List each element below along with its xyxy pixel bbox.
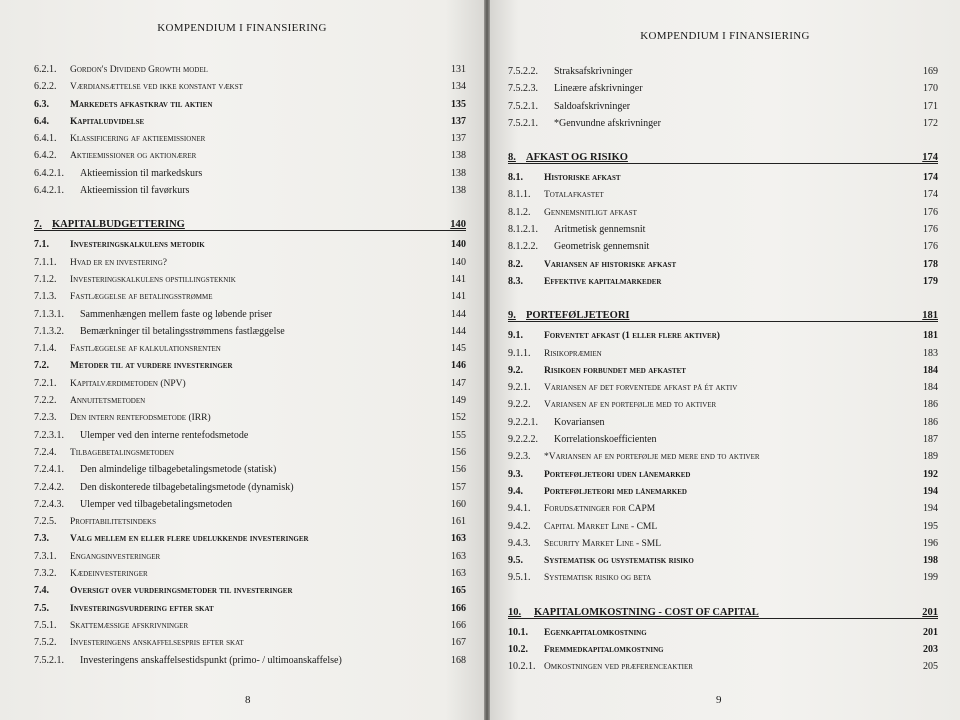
toc-entry-page: 176 xyxy=(923,241,938,253)
toc-entry-title: Engangsinvesteringer xyxy=(70,551,161,562)
toc-entry-page: 134 xyxy=(451,81,466,93)
toc-entry-number: 9.5. xyxy=(508,555,523,567)
toc-entry-title: KAPITALBUDGETTERING xyxy=(52,219,185,231)
toc-entry-title: Gordon's Dividend Growth model xyxy=(70,65,208,75)
toc-entry-title: *Genvundne afskrivninger xyxy=(554,117,661,129)
toc-entry-number: 7.2.4.3. xyxy=(34,498,64,510)
toc-entry-page: 181 xyxy=(923,330,938,342)
toc-entry xyxy=(508,627,938,644)
toc-entry-title: Forventet afkast (1 eller flere aktiver) xyxy=(544,331,720,342)
toc-entry-number: 10.2. xyxy=(508,644,528,656)
toc-entry-title: Profitabilitetsindeks xyxy=(70,517,156,528)
toc-entry-page: 199 xyxy=(923,572,938,584)
toc-entry xyxy=(508,486,938,503)
toc-entry-page: 138 xyxy=(451,167,466,179)
toc-entry-page: 201 xyxy=(922,606,938,618)
toc-entry-page: 171 xyxy=(923,100,938,112)
toc-entry-page: 176 xyxy=(923,206,938,218)
toc-entry-title: Risikoen forbundet med afkastet xyxy=(544,365,686,376)
toc-entry-page: 198 xyxy=(923,555,938,567)
toc-entry-number: 7.2.5. xyxy=(34,516,57,528)
toc-entry-title: Ulemper ved den interne rentefodsmetode xyxy=(80,429,249,441)
toc-entry-number: 6.3. xyxy=(34,98,49,110)
toc-entry-page: 184 xyxy=(923,382,938,394)
toc-entry-title: Fremmedkapitalomkostning xyxy=(544,645,664,656)
toc-entry-page: 178 xyxy=(923,258,938,270)
toc-entry-number: 8.1.2.2. xyxy=(508,241,538,253)
toc-entry xyxy=(508,469,938,486)
toc-entry-title: Aktieemission til markedskurs xyxy=(80,167,203,179)
toc-entry-page: 146 xyxy=(451,360,466,372)
toc-entry-page: 186 xyxy=(923,399,938,411)
toc-entry-number: 7.5.2.1. xyxy=(34,654,64,666)
toc-entry-number: 9.3. xyxy=(508,468,523,480)
toc-entry-page: 137 xyxy=(451,115,466,127)
toc-entry-number: 7. xyxy=(34,219,42,231)
toc-entry xyxy=(34,239,466,256)
toc-entry xyxy=(508,399,938,416)
toc-entry-number: 7.1.3.1. xyxy=(34,308,64,320)
toc-entry-number: 7.2.1. xyxy=(34,377,57,389)
toc-entry xyxy=(34,603,466,620)
toc-entry xyxy=(34,343,466,360)
toc-entry-page: 149 xyxy=(451,395,466,407)
toc-entry-page: 174 xyxy=(923,189,938,201)
toc-entry xyxy=(508,83,938,100)
toc-entry xyxy=(34,257,466,274)
toc-entry-page: 194 xyxy=(923,503,938,515)
toc-entry-number: 7.2.4.2. xyxy=(34,481,64,493)
toc-entry-title: Annuitetsmetoden xyxy=(70,396,146,407)
toc-entry xyxy=(34,464,466,481)
toc-entry-page: 160 xyxy=(451,498,466,510)
toc-entry-page: 165 xyxy=(451,585,466,597)
toc-entry-page: 137 xyxy=(451,133,466,145)
toc-entry-number: 7.1.3. xyxy=(34,291,57,303)
toc-entry-page: 181 xyxy=(922,310,938,322)
toc-entry-title: Værdiansættelse ved ikke konstant vækst xyxy=(70,82,243,93)
toc-entry xyxy=(34,551,466,568)
toc-entry-number: 7.5.2.1. xyxy=(508,117,538,129)
toc-entry-title: Effektive kapitalmarkeder xyxy=(544,276,662,287)
toc-list xyxy=(34,64,466,672)
toc-entry-title: Fastlæggelse af betalingsstrømme xyxy=(70,292,213,303)
toc-entry-title: Korrelationskoefficienten xyxy=(554,434,657,446)
toc-entry xyxy=(34,568,466,585)
toc-entry-number: 7.5.2. xyxy=(34,637,57,649)
toc-entry-number: 6.2.1. xyxy=(34,64,57,75)
toc-entry-number: 9.4.2. xyxy=(508,520,531,532)
toc-entry-title: Klassificering af aktieemissioner xyxy=(70,134,206,145)
toc-entry-number: 6.4.1. xyxy=(34,133,57,145)
toc-entry-page: 201 xyxy=(923,626,938,638)
toc-entry-number: 9.4. xyxy=(508,485,523,497)
toc-entry xyxy=(34,430,466,447)
toc-entry-number: 9.4.3. xyxy=(508,537,531,549)
toc-chapter xyxy=(508,297,938,322)
toc-entry xyxy=(508,330,938,347)
toc-entry-page: 167 xyxy=(451,637,466,649)
page-number: 9 xyxy=(716,694,722,706)
toc-entry-title: Variansen af det forventede afkast på ét aktiv xyxy=(544,383,738,394)
toc-entry-title: Straksafskrivninger xyxy=(554,66,633,77)
toc-entry xyxy=(34,116,466,133)
toc-entry-number: 7.1.3.2. xyxy=(34,325,64,337)
toc-entry xyxy=(508,348,938,365)
toc-entry-page: 179 xyxy=(923,275,938,287)
toc-entry-title: Den intern rentefodsmetode (IRR) xyxy=(70,413,211,424)
toc-entry-page: 141 xyxy=(451,291,466,303)
toc-entry xyxy=(34,291,466,308)
toc-entry xyxy=(508,207,938,224)
toc-list xyxy=(508,66,938,679)
toc-entry-title: Porteføljeteori uden lånemarked xyxy=(544,469,691,480)
toc-entry xyxy=(508,276,938,293)
toc-entry-title: Sammenhængen mellem faste og løbende priser xyxy=(80,308,272,320)
toc-entry xyxy=(508,572,938,589)
toc-entry-title: Geometrisk gennemsnit xyxy=(554,241,650,253)
toc-entry-title: Investeringens anskaffelsespris efter skat xyxy=(70,638,244,649)
toc-entry-number: 9.1. xyxy=(508,330,523,342)
toc-entry xyxy=(34,655,466,672)
toc-entry-title: Security Market Line - SML xyxy=(544,538,662,549)
toc-entry-number: 9.4.1. xyxy=(508,503,531,515)
toc-entry-title: Egenkapitalomkostning xyxy=(544,627,647,638)
toc-entry-number: 9.1.1. xyxy=(508,347,531,359)
toc-entry xyxy=(34,326,466,343)
toc-entry xyxy=(508,259,938,276)
toc-entry xyxy=(34,81,466,98)
toc-entry-page: 169 xyxy=(923,66,938,77)
toc-entry-number: 8. xyxy=(508,152,516,164)
toc-entry xyxy=(34,516,466,533)
toc-entry-number: 9.2. xyxy=(508,364,523,376)
toc-entry-page: 138 xyxy=(451,150,466,162)
toc-entry xyxy=(508,417,938,434)
toc-entry-page: 140 xyxy=(450,219,466,231)
toc-entry xyxy=(34,447,466,464)
toc-entry-number: 8.1.2.1. xyxy=(508,224,538,236)
toc-entry-title: Investeringskalkulens metodik xyxy=(70,240,205,251)
toc-entry-number: 7.5.1. xyxy=(34,619,57,631)
toc-entry-page: 194 xyxy=(923,485,938,497)
toc-entry-page: 187 xyxy=(923,434,938,446)
toc-entry xyxy=(508,538,938,555)
toc-entry-number: 6.4.2.1. xyxy=(34,185,64,197)
toc-entry-page: 156 xyxy=(451,464,466,476)
toc-entry-title: Saldoafskrivninger xyxy=(554,100,631,112)
toc-entry xyxy=(34,274,466,291)
toc-entry xyxy=(508,503,938,520)
toc-entry xyxy=(34,64,466,81)
toc-entry-title: Systematisk risiko og beta xyxy=(544,573,652,584)
toc-entry-title: *Variansen af en portefølje med mere end to aktiver xyxy=(544,452,760,463)
toc-entry-title: Hvad er en investering? xyxy=(70,257,168,268)
toc-entry-page: 152 xyxy=(451,412,466,424)
toc-entry-page: 183 xyxy=(923,347,938,359)
toc-entry-page: 174 xyxy=(922,152,938,164)
toc-entry xyxy=(508,434,938,451)
toc-entry-title: Lineære afskrivninger xyxy=(554,83,643,95)
toc-entry-number: 7.5.2.3. xyxy=(508,83,538,95)
toc-entry-title: Risikopræmien xyxy=(544,348,602,359)
toc-entry-number: 7.1.2. xyxy=(34,273,57,285)
toc-entry-page: 205 xyxy=(923,661,938,673)
toc-entry xyxy=(508,555,938,572)
toc-entry-page: 176 xyxy=(923,224,938,236)
toc-entry-title: Skattemæssige afskrivninger xyxy=(70,620,189,631)
toc-entry-number: 7.1.4. xyxy=(34,343,57,355)
toc-entry xyxy=(34,309,466,326)
toc-entry-title: Den diskonterede tilbagebetalingsmetode (dynamisk) xyxy=(80,481,294,493)
toc-entry-number: 8.3. xyxy=(508,275,523,287)
toc-entry-page: 186 xyxy=(923,416,938,428)
toc-entry xyxy=(508,118,938,135)
toc-entry-title: Den almindelige tilbagebetalingsmetode (statisk) xyxy=(80,464,277,476)
toc-entry-title: Totalafkastet xyxy=(544,190,604,201)
toc-entry xyxy=(508,66,938,83)
page-number: 8 xyxy=(245,694,251,706)
toc-entry-title: Valg mellem en eller flere udelukkende investeringer xyxy=(70,534,309,545)
toc-entry xyxy=(508,451,938,468)
right-page xyxy=(490,0,960,720)
toc-entry xyxy=(34,168,466,185)
toc-entry xyxy=(34,620,466,637)
toc-entry-title: Bemærkninger til betalingsstrømmens fastlæggelse xyxy=(80,325,285,337)
toc-entry-number: 9.5.1. xyxy=(508,572,531,584)
page-header: KOMPENDIUM I FINANSIERING xyxy=(157,22,327,34)
toc-entry-title: Gennemsnitligt afkast xyxy=(544,207,637,218)
toc-entry-number: 7.3.2. xyxy=(34,568,57,580)
toc-entry-title: Oversigt over vurderingsmetoder til investeringer xyxy=(70,586,293,597)
toc-entry xyxy=(508,224,938,241)
toc-entry-page: 156 xyxy=(451,446,466,458)
toc-entry-page: 140 xyxy=(451,239,466,251)
toc-entry-number: 7.2.4.1. xyxy=(34,464,64,476)
toc-entry-title: Forudsætninger for CAPM xyxy=(544,504,656,515)
toc-entry-page: 144 xyxy=(451,308,466,320)
toc-entry-page: 168 xyxy=(451,654,466,666)
toc-entry xyxy=(508,172,938,189)
toc-entry-page: 196 xyxy=(923,537,938,549)
toc-entry-page: 145 xyxy=(451,343,466,355)
toc-entry-title: PORTEFØLJETEORI xyxy=(526,310,630,322)
toc-entry xyxy=(34,150,466,167)
toc-entry-number: 8.2. xyxy=(508,258,523,270)
toc-entry-number: 7.1. xyxy=(34,239,49,251)
toc-entry-page: 161 xyxy=(451,516,466,528)
toc-entry-number: 9.2.1. xyxy=(508,382,531,394)
toc-entry-number: 7.2. xyxy=(34,360,49,372)
toc-entry-title: Historiske afkast xyxy=(544,173,621,184)
toc-entry-page: 163 xyxy=(451,533,466,545)
toc-entry xyxy=(34,378,466,395)
toc-entry-title: Omkostningen ved præferenceaktier xyxy=(544,662,693,673)
toc-entry-title: Kovariansen xyxy=(554,416,605,428)
toc-entry-title: Metoder til at vurdere investeringer xyxy=(70,361,233,372)
toc-entry xyxy=(508,241,938,258)
toc-entry-number: 10.2.1. xyxy=(508,661,536,673)
toc-entry-number: 6.2.2. xyxy=(34,81,57,93)
toc-entry-title: Kædeinvesteringer xyxy=(70,569,148,580)
toc-entry-number: 9.2.2.2. xyxy=(508,434,538,446)
toc-entry xyxy=(34,395,466,412)
toc-entry xyxy=(508,189,938,206)
toc-entry-number: 7.2.4. xyxy=(34,446,57,458)
toc-entry-title: Aktieemissioner og aktionærer xyxy=(70,151,197,162)
toc-entry-number: 7.5.2.1. xyxy=(508,100,538,112)
toc-entry-page: 172 xyxy=(923,117,938,129)
toc-entry-number: 7.5. xyxy=(34,602,49,614)
toc-entry-page: 170 xyxy=(923,83,938,95)
toc-entry-number: 9.2.2.1. xyxy=(508,416,538,428)
toc-entry-page: 157 xyxy=(451,481,466,493)
toc-entry-page: 135 xyxy=(451,98,466,110)
toc-entry-number: 9. xyxy=(508,310,516,322)
toc-entry-title: Investeringsvurdering efter skat xyxy=(70,603,214,614)
toc-entry-number: 10.1. xyxy=(508,626,528,638)
toc-entry-number: 8.1.2. xyxy=(508,206,531,218)
toc-entry-number: 7.2.3. xyxy=(34,412,57,424)
toc-entry-number: 7.3. xyxy=(34,533,49,545)
toc-entry-title: Kapitalværdimetoden (NPV) xyxy=(70,378,186,389)
toc-entry xyxy=(34,533,466,550)
toc-entry-number: 9.2.3. xyxy=(508,451,531,463)
toc-entry-number: 7.2.3.1. xyxy=(34,429,64,441)
toc-entry-title: Ulemper ved tilbagebetalingsmetoden xyxy=(80,498,233,510)
toc-entry-page: 163 xyxy=(451,568,466,580)
toc-entry-number: 6.4. xyxy=(34,115,49,127)
toc-entry-title: Porteføljeteori med lånemarked xyxy=(544,486,687,497)
toc-entry-page: 184 xyxy=(923,364,938,376)
toc-entry xyxy=(508,365,938,382)
toc-entry-number: 10. xyxy=(508,606,522,618)
toc-entry-title: Variansen af en portefølje med to aktiver xyxy=(544,400,717,411)
toc-entry xyxy=(34,99,466,116)
toc-entry-page: 174 xyxy=(923,172,938,184)
toc-entry xyxy=(34,360,466,377)
toc-chapter xyxy=(508,594,938,619)
toc-entry xyxy=(34,185,466,202)
toc-entry xyxy=(508,382,938,399)
toc-entry-title: Kapitaludvidelse xyxy=(70,116,145,127)
toc-entry-title: Tilbagebetalingsmetoden xyxy=(70,447,174,458)
toc-entry-page: 163 xyxy=(451,550,466,562)
toc-entry-title: KAPITALOMKOSTNING - COST OF CAPITAL xyxy=(534,606,759,618)
toc-entry-number: 7.3.1. xyxy=(34,550,57,562)
toc-entry-number: 8.1.1. xyxy=(508,189,531,201)
toc-entry-page: 155 xyxy=(451,429,466,441)
toc-entry-title: Investeringskalkulens opstillingsteknik xyxy=(70,274,236,285)
toc-entry-page: 141 xyxy=(451,273,466,285)
toc-entry-page: 192 xyxy=(923,468,938,480)
toc-entry xyxy=(34,637,466,654)
toc-entry-page: 147 xyxy=(451,377,466,389)
toc-entry xyxy=(508,101,938,118)
toc-entry-page: 189 xyxy=(923,451,938,463)
toc-entry-title: AFKAST OG RISIKO xyxy=(526,152,628,164)
toc-entry-number: 7.1.1. xyxy=(34,256,57,268)
toc-entry-number: 7.4. xyxy=(34,585,49,597)
toc-entry-number: 7.2.2. xyxy=(34,395,57,407)
toc-entry-page: 140 xyxy=(451,256,466,268)
toc-entry-title: Capital Market Line - CML xyxy=(544,521,658,532)
page-header: KOMPENDIUM I FINANSIERING xyxy=(640,30,810,42)
toc-entry xyxy=(508,661,938,678)
toc-entry-title: Fastlæggelse af kalkulationsrenten xyxy=(70,344,221,355)
toc-entry-number: 6.4.2.1. xyxy=(34,167,64,179)
toc-entry-page: 195 xyxy=(923,520,938,532)
toc-entry-page: 166 xyxy=(451,619,466,631)
toc-entry-page: 144 xyxy=(451,325,466,337)
toc-chapter xyxy=(508,139,938,164)
toc-entry xyxy=(34,499,466,516)
toc-entry-title: Aktieemission til favørkurs xyxy=(80,185,190,197)
toc-entry-page: 203 xyxy=(923,644,938,656)
toc-entry-page: 131 xyxy=(451,64,466,75)
toc-entry-title: Markedets afkastkrav til aktien xyxy=(70,99,213,110)
toc-entry-page: 166 xyxy=(451,602,466,614)
toc-entry-title: Investeringens anskaffelsestidspunkt (primo- / ultimoanskaffelse) xyxy=(80,654,342,666)
toc-entry-title: Variansen af historiske afkast xyxy=(544,259,677,270)
toc-entry xyxy=(508,644,938,661)
toc-chapter xyxy=(34,206,466,231)
toc-entry xyxy=(34,412,466,429)
toc-entry-number: 7.5.2.2. xyxy=(508,66,538,77)
toc-entry xyxy=(34,585,466,602)
toc-entry-title: Aritmetisk gennemsnit xyxy=(554,224,646,236)
toc-entry-number: 6.4.2. xyxy=(34,150,57,162)
toc-entry-page: 138 xyxy=(451,185,466,197)
toc-entry-title: Systematisk og usystematisk risiko xyxy=(544,556,694,567)
toc-entry xyxy=(508,521,938,538)
toc-entry xyxy=(34,133,466,150)
toc-entry-number: 8.1. xyxy=(508,172,523,184)
toc-entry xyxy=(34,482,466,499)
toc-entry-number: 9.2.2. xyxy=(508,399,531,411)
